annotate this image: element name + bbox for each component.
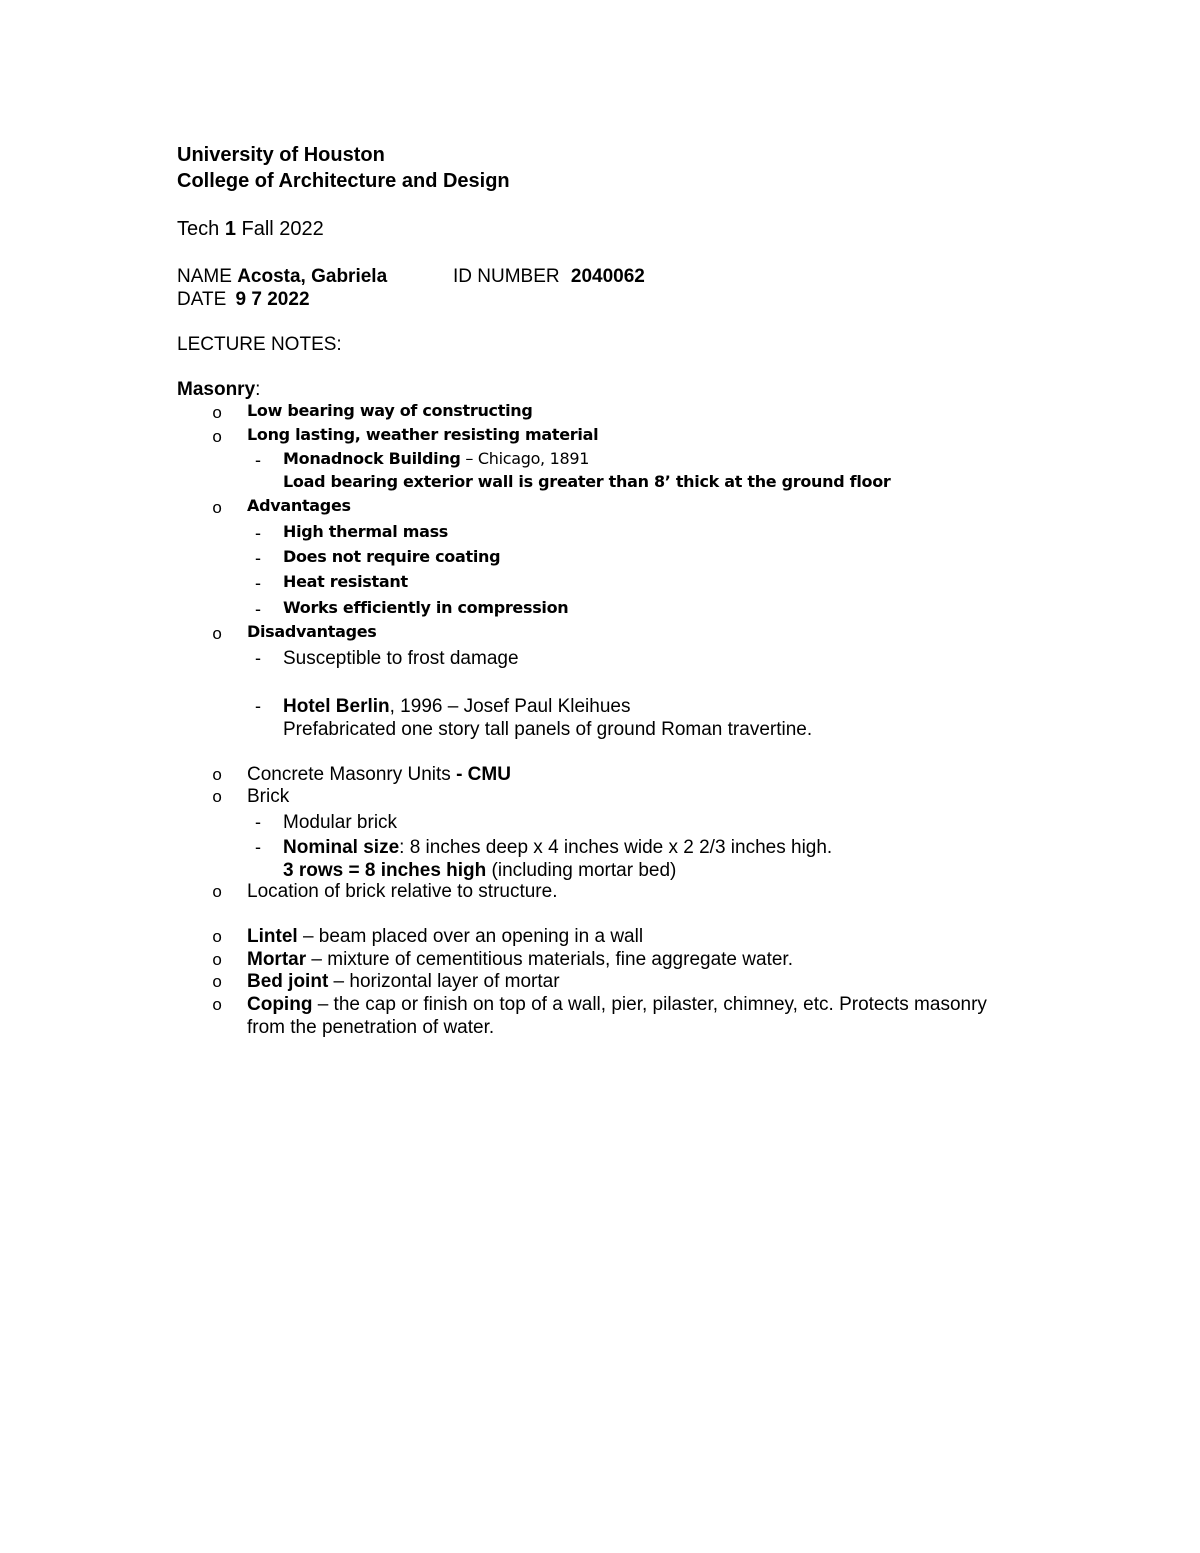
lintel-definition: – beam placed over an opening in a wall (297, 926, 644, 947)
bullet-icon: o (212, 767, 223, 786)
rows-line (283, 861, 676, 880)
dash-icon: - (255, 648, 261, 668)
list-item-lintel (247, 927, 643, 946)
dash-icon: - (255, 837, 261, 857)
list-item-hotel-berlin (283, 697, 630, 716)
course-line (177, 219, 324, 239)
bullet-icon: o (212, 500, 223, 519)
brick-sub-item: Modular brick (283, 812, 398, 833)
bed-joint-term: Bed joint (247, 971, 329, 992)
course-f: F (235, 218, 254, 240)
coping-term: Coping (247, 994, 313, 1015)
course-number: 1 (224, 218, 236, 240)
dash-icon: - (255, 573, 261, 593)
name-value: Acosta, Gabriela (237, 266, 388, 287)
bullet-icon: o (212, 929, 223, 948)
section-title-text: Masonry (177, 379, 256, 400)
course-prefix: Tech (177, 218, 225, 240)
notes-heading: LECTURE NOTES: (177, 334, 342, 355)
list-item-coping (247, 995, 987, 1014)
hotel-name: Hotel Berlin (283, 696, 390, 717)
dash-icon: - (255, 812, 261, 832)
dash-icon: - (255, 523, 261, 543)
coping-definition: – the cap or finish on top of a wall, pier, pilaster, chimney, etc. Protects masonry (312, 994, 987, 1015)
bullet-icon: o (212, 952, 223, 971)
cmu-text: Concrete Masonry Units (247, 764, 457, 785)
course-term: all 2022 (253, 218, 324, 240)
mortar-definition: – mixture of cementitious materials, fine aggregate water. (306, 949, 793, 970)
id-line (453, 267, 645, 286)
hotel-details: , 1996 – Josef Paul Kleihues (389, 696, 631, 717)
bed-joint-definition: – horizontal layer of mortar (328, 971, 560, 992)
nominal-size-line (283, 838, 832, 857)
bullet-icon: o (212, 405, 223, 424)
rows-note: (including mortar bed) (486, 860, 677, 881)
monadnock-location: – Chicago, 1891 (460, 449, 590, 468)
cmu-abbrev: - CMU (456, 764, 511, 785)
advantage-item: Heat resistant (283, 572, 408, 591)
section-title-colon: : (255, 379, 261, 400)
bullet-icon: o (212, 789, 223, 808)
disadvantage-item: Susceptible to frost damage (283, 648, 519, 669)
list-item-cmu (247, 765, 511, 784)
advantage-item: High thermal mass (283, 522, 449, 541)
advantage-item: Does not require coating (283, 547, 501, 566)
hotel-description: Prefabricated one story tall panels of ground Roman travertine. (283, 719, 813, 740)
dash-icon: - (255, 450, 261, 470)
list-item-location: Location of brick relative to structure. (247, 881, 558, 902)
dash-icon: - (255, 599, 261, 619)
list-item-long-lasting: Long lasting, weather resisting material (247, 425, 599, 444)
name-line (177, 267, 387, 286)
advantage-item: Works efficiently in compression (283, 598, 569, 617)
nominal-size-label: Nominal size (283, 837, 400, 858)
section-title (177, 380, 260, 399)
advantages-heading: Advantages (247, 496, 351, 515)
dash-icon: - (255, 548, 261, 568)
list-item-bed-joint (247, 972, 560, 991)
monadnock-name: Monadnock Building (283, 449, 461, 468)
lintel-term: Lintel (247, 926, 298, 947)
bullet-icon: o (212, 884, 223, 903)
list-item-low-bearing: Low bearing way of constructing (247, 401, 533, 420)
college-title: College of Architecture and Design (177, 170, 510, 192)
list-item-monadnock (283, 451, 589, 467)
monadnock-description: Load bearing exterior wall is greater than 8’ thick at the ground floor (283, 472, 891, 491)
bullet-icon: o (212, 626, 223, 645)
coping-continuation: from the penetration of water. (247, 1017, 495, 1038)
list-item-mortar (247, 950, 793, 969)
university-title: University of Houston (177, 144, 385, 166)
name-label: NAME (177, 266, 238, 287)
date-value: 9 7 2022 (235, 289, 310, 310)
dash-icon: - (255, 696, 261, 716)
mortar-term: Mortar (247, 949, 307, 970)
disadvantages-heading: Disadvantages (247, 622, 377, 641)
id-label: ID NUMBER (453, 266, 565, 287)
date-line (177, 290, 310, 309)
list-item-brick: Brick (247, 786, 290, 807)
bullet-icon: o (212, 429, 223, 448)
id-value: 2040062 (570, 266, 645, 287)
bullet-icon: o (212, 974, 223, 993)
nominal-size-value: : 8 inches deep x 4 inches wide x 2 2/3 inches high. (399, 837, 833, 858)
bullet-icon: o (212, 997, 223, 1016)
rows-label: 3 rows = 8 inches high (283, 860, 487, 881)
date-label: DATE (177, 289, 232, 310)
